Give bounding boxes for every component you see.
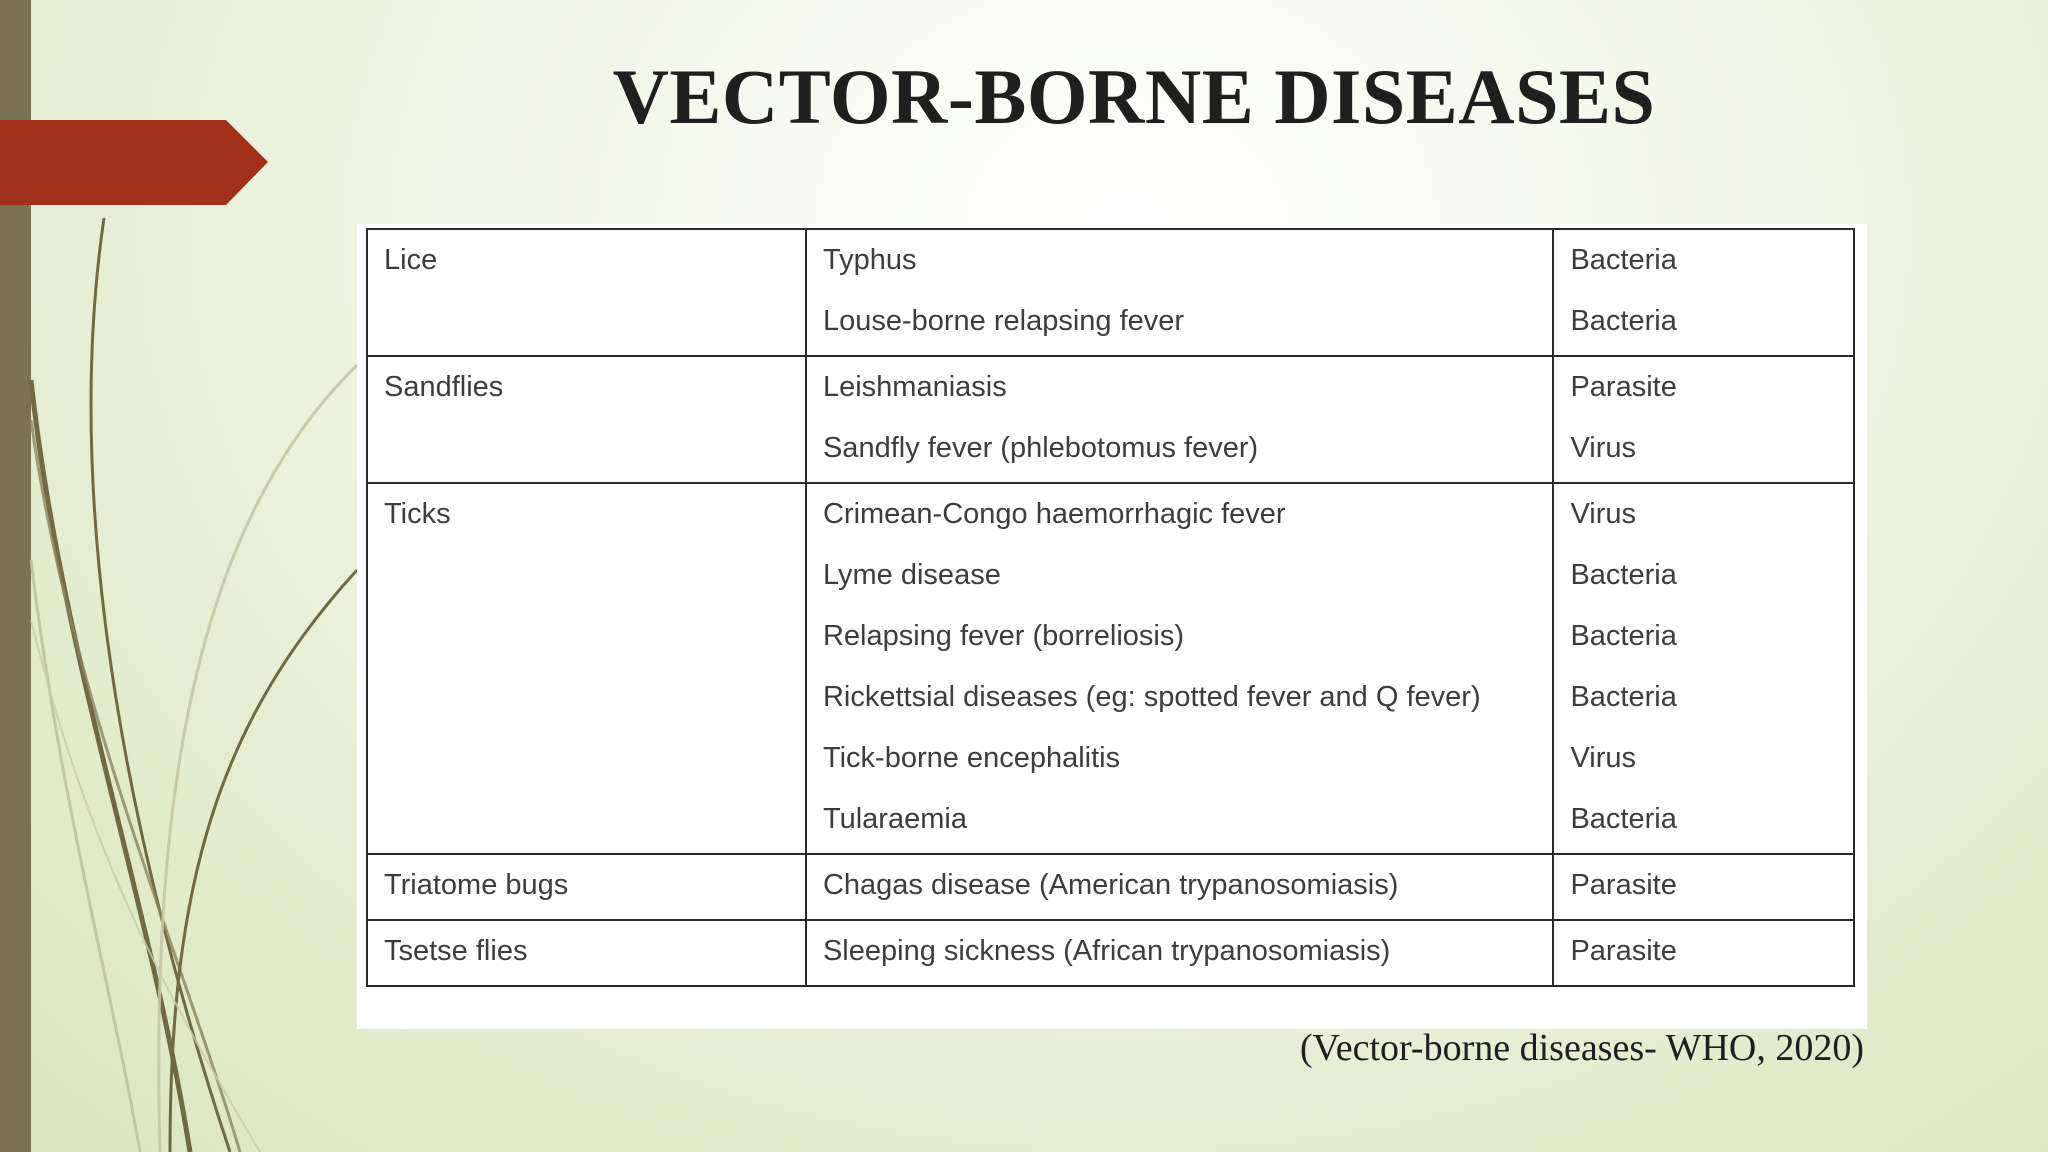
vector-name: Sandflies [384, 371, 504, 403]
agent-type: Bacteria [1570, 681, 1677, 713]
disease-cell [806, 229, 1553, 356]
citation: (Vector-borne diseases- WHO, 2020) [1299, 1027, 1864, 1069]
vector-cell [367, 920, 806, 986]
disease-cell [806, 920, 1553, 986]
vector-cell [367, 356, 806, 483]
disease-name: Typhus [822, 244, 917, 276]
agent-type: Parasite [1570, 371, 1677, 403]
agent-type: Virus [1570, 432, 1637, 464]
vector-cell [367, 483, 806, 854]
disease-cell [806, 483, 1553, 854]
disease-cell [806, 356, 1553, 483]
agent-type: Bacteria [1570, 803, 1677, 835]
agent-cell [1553, 854, 1854, 920]
agent-type: Parasite [1570, 869, 1677, 901]
vector-name: Ticks [384, 498, 451, 530]
disease-cell [806, 854, 1553, 920]
vector-name: Tsetse flies [384, 935, 528, 967]
vector-name: Triatome bugs [384, 869, 569, 901]
agent-type: Parasite [1570, 935, 1677, 967]
disease-name: Tularaemia [822, 803, 967, 835]
disease-name: Chagas disease (American trypanosomiasis) [822, 869, 1399, 901]
disease-name: Louse-borne relapsing fever [822, 305, 1185, 337]
agent-cell [1553, 229, 1854, 356]
agent-cell [1553, 483, 1854, 854]
slide-title: VECTOR-BORNE DISEASES [612, 53, 1656, 140]
agent-type: Bacteria [1570, 244, 1677, 276]
disease-name: Crimean-Congo haemorrhagic fever [822, 498, 1286, 530]
agent-cell [1553, 920, 1854, 986]
disease-name: Tick-borne encephalitis [822, 742, 1121, 774]
table-row [367, 356, 1854, 483]
vector-disease-table [366, 228, 1855, 987]
disease-name: Rickettsial diseases (eg: spotted fever and Q fever) [822, 681, 1481, 713]
agent-cell [1553, 356, 1854, 483]
agent-type: Bacteria [1570, 559, 1677, 591]
disease-name: Leishmaniasis [822, 371, 1007, 403]
table-row [367, 483, 1854, 854]
table-row [367, 920, 1854, 986]
vector-disease-table-panel [357, 224, 1867, 1029]
table-row [367, 229, 1854, 356]
disease-name: Sandfly fever (phlebotomus fever) [822, 432, 1259, 464]
vector-cell [367, 854, 806, 920]
agent-type: Virus [1570, 498, 1637, 530]
vector-name: Lice [384, 244, 438, 276]
table-row [367, 854, 1854, 920]
disease-name: Lyme disease [822, 559, 1001, 591]
agent-type: Bacteria [1570, 620, 1677, 652]
agent-type: Virus [1570, 742, 1637, 774]
vector-cell [367, 229, 806, 356]
grass-decoration [0, 0, 400, 1152]
agent-type: Bacteria [1570, 305, 1677, 337]
disease-name: Relapsing fever (borreliosis) [822, 620, 1184, 652]
disease-name: Sleeping sickness (African trypanosomiasis) [822, 935, 1391, 967]
